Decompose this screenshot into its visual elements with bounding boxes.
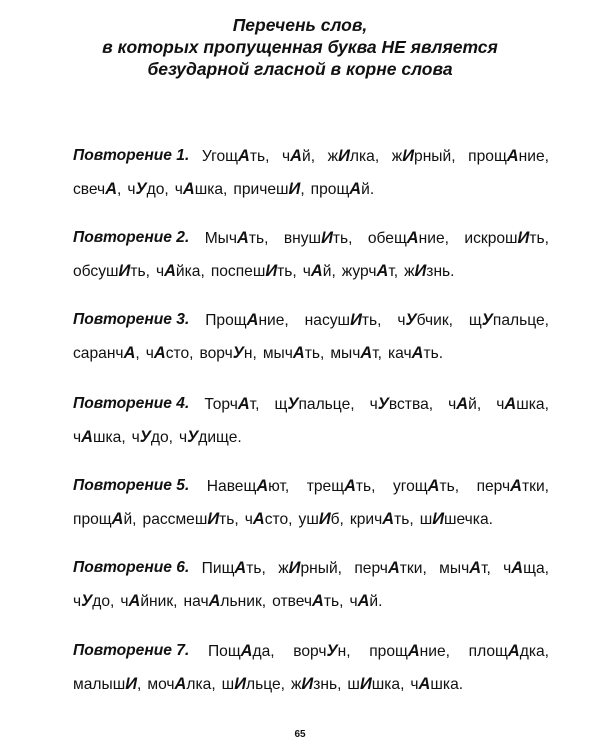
word: журчАт, xyxy=(341,262,399,280)
word: чАща, xyxy=(503,559,549,577)
repetition-line xyxy=(73,388,549,421)
highlighted-letter: А xyxy=(507,642,520,660)
word: саранчА, xyxy=(73,344,140,362)
highlighted-letter: У xyxy=(377,395,389,413)
word: начАльник, xyxy=(183,592,267,610)
word: мычАт, xyxy=(330,344,382,362)
highlighted-letter: А xyxy=(456,395,469,413)
highlighted-letter: А xyxy=(407,642,420,660)
repetition-line xyxy=(73,503,549,536)
word: чУбчик, xyxy=(397,311,454,329)
highlighted-letter: А xyxy=(511,559,524,577)
word: угощАть, xyxy=(392,477,460,495)
word: малышИ, xyxy=(73,675,142,693)
highlighted-letter: И xyxy=(350,311,362,329)
highlighted-letter: И xyxy=(301,675,314,693)
word: шИшечка. xyxy=(419,510,493,528)
repetition-label: Повторение 1. xyxy=(73,147,190,164)
word: чАсто, xyxy=(145,344,194,362)
highlighted-letter: А xyxy=(310,262,323,280)
highlighted-letter: А xyxy=(349,180,362,198)
repetition-label: Повторение 3. xyxy=(73,311,190,328)
highlighted-letter: И xyxy=(288,559,301,577)
word: чУдо, xyxy=(131,428,173,446)
word: МычАть, xyxy=(204,229,269,247)
word: жИзнь. xyxy=(404,262,455,280)
highlighted-letter: А xyxy=(174,675,187,693)
highlighted-letter: И xyxy=(359,675,372,693)
word: чУдо, xyxy=(73,592,115,610)
title-line-3: безударной гласной в корне слова xyxy=(147,59,453,79)
highlighted-letter: У xyxy=(135,180,147,198)
repetition-line xyxy=(73,635,549,668)
word: чАшка, xyxy=(496,395,549,413)
word: чАйник, xyxy=(120,592,178,610)
highlighted-letter: А xyxy=(504,395,517,413)
word: обещАние, xyxy=(367,229,449,247)
word: чАй, xyxy=(282,147,316,165)
repetition-block xyxy=(73,552,549,618)
highlighted-letter: И xyxy=(288,180,301,198)
highlighted-letter: И xyxy=(517,229,530,247)
word: НавещАют, xyxy=(206,477,290,495)
highlighted-letter: У xyxy=(287,395,299,413)
repetition-block xyxy=(73,140,549,206)
highlighted-letter: А xyxy=(237,229,249,247)
highlighted-letter: А xyxy=(153,344,166,362)
word: жИзнь, xyxy=(290,675,342,693)
word: щУпальце, xyxy=(274,395,355,413)
repetition-line xyxy=(73,552,549,585)
highlighted-letter: И xyxy=(118,262,131,280)
highlighted-letter: А xyxy=(246,311,259,329)
word: ушИб, xyxy=(298,510,344,528)
highlighted-letter: И xyxy=(432,510,444,528)
word: УгощАть, xyxy=(201,147,270,165)
repetition-block xyxy=(73,304,549,370)
highlighted-letter: И xyxy=(321,229,333,247)
highlighted-letter: А xyxy=(506,147,519,165)
repetition-line xyxy=(73,421,549,454)
word: перчАтки, xyxy=(476,477,549,495)
highlighted-letter: А xyxy=(406,229,419,247)
repetition-line xyxy=(73,173,549,206)
highlighted-letter: У xyxy=(187,428,199,446)
word: чАшка, xyxy=(174,180,228,198)
highlighted-letter: А xyxy=(344,477,356,495)
repetition-label: Повторение 2. xyxy=(73,229,190,246)
highlighted-letter: А xyxy=(81,428,93,446)
word: ПрощАние, xyxy=(205,311,289,329)
word: отвечАть, xyxy=(272,592,344,610)
repetition-line xyxy=(73,304,549,337)
title-line-2: в которых пропущенная буква НЕ является xyxy=(102,37,498,57)
repetition-line xyxy=(73,668,549,701)
word: жИрный, xyxy=(278,559,342,577)
highlighted-letter: У xyxy=(232,344,244,362)
word: мочАлка, xyxy=(147,675,216,693)
highlighted-letter: А xyxy=(411,344,424,362)
highlighted-letter: А xyxy=(240,642,253,660)
repetition-label: Повторение 5. xyxy=(73,477,190,494)
highlighted-letter: А xyxy=(164,262,176,280)
repetition-label: Повторение 4. xyxy=(73,395,190,412)
repetition-block xyxy=(73,388,549,454)
word: прощАние, xyxy=(468,147,549,165)
word: ПощАда, xyxy=(207,642,275,660)
highlighted-letter: У xyxy=(326,642,338,660)
highlighted-letter: А xyxy=(290,147,302,165)
word: трещАть, xyxy=(306,477,376,495)
highlighted-letter: И xyxy=(265,262,278,280)
highlighted-letter: А xyxy=(418,675,431,693)
highlighted-letter: А xyxy=(105,180,118,198)
page-title xyxy=(60,14,540,80)
highlighted-letter: А xyxy=(252,510,265,528)
highlighted-letter: А xyxy=(208,592,221,610)
word: чУдище. xyxy=(179,428,242,446)
repetition-block xyxy=(73,222,549,288)
word: чУдо, xyxy=(127,180,169,198)
highlighted-letter: А xyxy=(382,510,395,528)
word: качАть. xyxy=(387,344,444,362)
highlighted-letter: А xyxy=(123,344,136,362)
title-line-1: Перечень слов, xyxy=(232,15,368,35)
word: шИльце, xyxy=(221,675,285,693)
word: причешИ, xyxy=(233,180,305,198)
word: чАсто, xyxy=(244,510,293,528)
repetition-line xyxy=(73,222,549,255)
highlighted-letter: А xyxy=(376,262,389,280)
repetition-line xyxy=(73,585,549,618)
word: прощАние, xyxy=(369,642,450,660)
word: мычАть, xyxy=(262,344,325,362)
word: щУпальце, xyxy=(468,311,549,329)
word: чАшка. xyxy=(410,675,464,693)
word: шИшка, xyxy=(347,675,405,693)
word: прощАй. xyxy=(310,180,375,198)
highlighted-letter: А xyxy=(312,592,324,610)
word: чАй, xyxy=(448,395,482,413)
word: перчАтки, xyxy=(354,559,427,577)
word: насушИть, xyxy=(304,311,382,329)
highlighted-letter: И xyxy=(318,510,331,528)
highlighted-letter: И xyxy=(234,675,246,693)
word: поспешИть, xyxy=(210,262,297,280)
repetition-line xyxy=(73,470,549,503)
highlighted-letter: У xyxy=(81,592,93,610)
repetition-label: Повторение 7. xyxy=(73,642,190,659)
highlighted-letter: А xyxy=(182,180,195,198)
word: ворчУн, xyxy=(199,344,257,362)
highlighted-letter: А xyxy=(510,477,522,495)
word: жИлка, xyxy=(327,147,380,165)
highlighted-letter: У xyxy=(405,311,417,329)
word: ПищАть, xyxy=(201,559,266,577)
word: чАшка, xyxy=(73,428,126,446)
word: чАй, xyxy=(302,262,336,280)
word: рассмешИть, xyxy=(142,510,239,528)
repetition-line xyxy=(73,337,549,370)
highlighted-letter: А xyxy=(256,477,269,495)
highlighted-letter: И xyxy=(125,675,138,693)
word: обсушИть, xyxy=(73,262,150,280)
word: свечА, xyxy=(73,180,122,198)
highlighted-letter: А xyxy=(427,477,440,495)
highlighted-letter: У xyxy=(481,311,493,329)
highlighted-letter: А xyxy=(128,592,141,610)
word: чУвства, xyxy=(369,395,434,413)
highlighted-letter: И xyxy=(414,262,427,280)
repetition-line xyxy=(73,255,549,288)
word: ТорчАт, xyxy=(204,395,260,413)
word: мычАт, xyxy=(439,559,491,577)
highlighted-letter: И xyxy=(207,510,220,528)
highlighted-letter: А xyxy=(234,559,247,577)
word: площАдка, xyxy=(468,642,549,660)
word: внушИть, xyxy=(283,229,353,247)
highlighted-letter: А xyxy=(111,510,124,528)
highlighted-letter: А xyxy=(357,592,370,610)
word: чАйка, xyxy=(155,262,205,280)
highlighted-letter: А xyxy=(292,344,305,362)
word: искрошИть, xyxy=(464,229,549,247)
highlighted-letter: А xyxy=(237,395,250,413)
repetition-block xyxy=(73,470,549,536)
word: чАй. xyxy=(349,592,383,610)
highlighted-letter: И xyxy=(402,147,415,165)
repetition-line xyxy=(73,140,549,173)
word: жИрный, xyxy=(391,147,456,165)
word: ворчУн, xyxy=(293,642,351,660)
highlighted-letter: А xyxy=(237,147,250,165)
highlighted-letter: А xyxy=(469,559,482,577)
highlighted-letter: А xyxy=(387,559,400,577)
word: прощАй, xyxy=(73,510,137,528)
page-number: 65 xyxy=(294,729,306,740)
word: кричАть, xyxy=(349,510,414,528)
repetition-block xyxy=(73,635,549,701)
highlighted-letter: А xyxy=(360,344,373,362)
highlighted-letter: И xyxy=(338,147,350,165)
repetition-label: Повторение 6. xyxy=(73,559,190,576)
highlighted-letter: У xyxy=(139,428,151,446)
